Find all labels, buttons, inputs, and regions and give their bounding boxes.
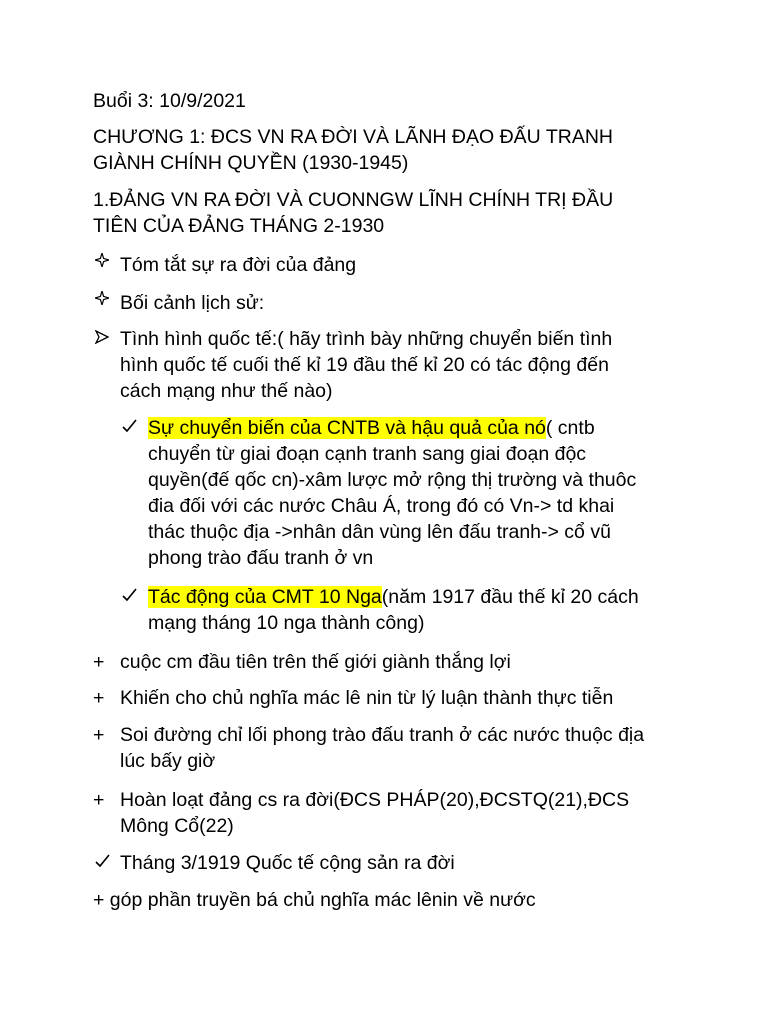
highlighted-text: Sự chuyển biến của CNTB và hậu quả của nó xyxy=(148,417,546,439)
check-item-1-line-2: chuyển từ giai đoạn cạnh tranh sang giai đoạn độc xyxy=(148,443,587,465)
check-item-1-line-5: thác thuộc địa ->nhân dân vùng lên đấu tranh-> cổ vũ xyxy=(148,521,611,543)
four-diamond-bullet-icon xyxy=(95,291,109,305)
diamond-item-1: Tóm tắt sự ra đời của đảng xyxy=(120,254,357,276)
check-item-1-line-3: quyền(đế qốc cn)-xâm lược mở rộng thị trường và thuôc xyxy=(148,469,637,491)
plus-item-1: cuộc cm đầu tiên trên thế giới giành thắng lợi xyxy=(120,651,511,673)
arrow-item-line-1: Tình hình quốc tế:( hãy trình bày những chuyển biến tình xyxy=(120,328,613,350)
plus-bullet: + xyxy=(93,651,105,673)
plus-item-4-line-2: Mông Cổ(22) xyxy=(120,815,234,837)
check-item-2-line-1 xyxy=(148,585,639,611)
last-line: + góp phần truyền bá chủ nghĩa mác lênin về nước xyxy=(93,889,536,911)
section-title-line-2: TIÊN CỦA ĐẢNG THÁNG 2-1930 xyxy=(93,215,385,237)
plus-item-3-line-2: lúc bấy giờ xyxy=(120,750,216,772)
arrow-bullet-icon xyxy=(95,330,109,344)
plus-item-2: Khiến cho chủ nghĩa mác lê nin từ lý luận thành thực tiễn xyxy=(120,687,614,709)
check-item-1-line-6: phong trào đấu tranh ở vn xyxy=(148,547,374,569)
session-date-line: Buổi 3: 10/9/2021 xyxy=(93,90,246,112)
plus-bullet: + xyxy=(93,789,105,811)
chapter-title-line-1: CHƯƠNG 1: ĐCS VN RA ĐỜI VÀ LÃNH ĐẠO ĐẤU TRANH xyxy=(93,126,613,148)
check-item-1-rest: ( cntb xyxy=(545,417,595,439)
arrow-item-line-2: hình quốc tế cuối thế kỉ 19 đầu thế kỉ 20 có tác động đến xyxy=(120,354,609,376)
checkmark-bullet-icon xyxy=(95,854,110,868)
plus-item-4-line-1: Hoàn loạt đảng cs ra đời(ĐCS PHÁP(20),ĐCSTQ(21),ĐCS xyxy=(120,789,630,811)
check-item-3: Tháng 3/1919 Quốc tế cộng sản ra đời xyxy=(120,852,455,874)
plus-bullet: + xyxy=(93,724,105,746)
four-diamond-bullet-icon xyxy=(95,253,109,267)
chapter-title-line-2: GIÀNH CHÍNH QUYỀN (1930-1945) xyxy=(93,152,409,174)
highlighted-text: Tác động của CMT 10 Nga xyxy=(148,586,382,608)
checkmark-bullet-icon xyxy=(122,588,137,602)
plus-item-3-line-1: Soi đường chỉ lối phong trào đấu tranh ở các nước thuộc địa xyxy=(120,724,645,746)
check-item-1-line-1 xyxy=(148,416,595,442)
plus-bullet: + xyxy=(93,687,105,709)
check-item-1-line-4: đia đối với các nước Châu Á, trong đó có Vn-> td khai xyxy=(148,495,615,517)
diamond-item-2: Bối cảnh lịch sử: xyxy=(120,292,265,314)
arrow-item-line-3: cách mạng như thế nào) xyxy=(120,380,333,402)
checkmark-bullet-icon xyxy=(122,419,137,433)
check-item-2-line-2: mạng tháng 10 nga thành công) xyxy=(148,612,425,634)
check-item-2-rest: (năm 1917 đầu thế kỉ 20 cách xyxy=(381,586,639,608)
section-title-line-1: 1.ĐẢNG VN RA ĐỜI VÀ CUONNGW LĨNH CHÍNH TRỊ ĐẦU xyxy=(93,189,614,211)
